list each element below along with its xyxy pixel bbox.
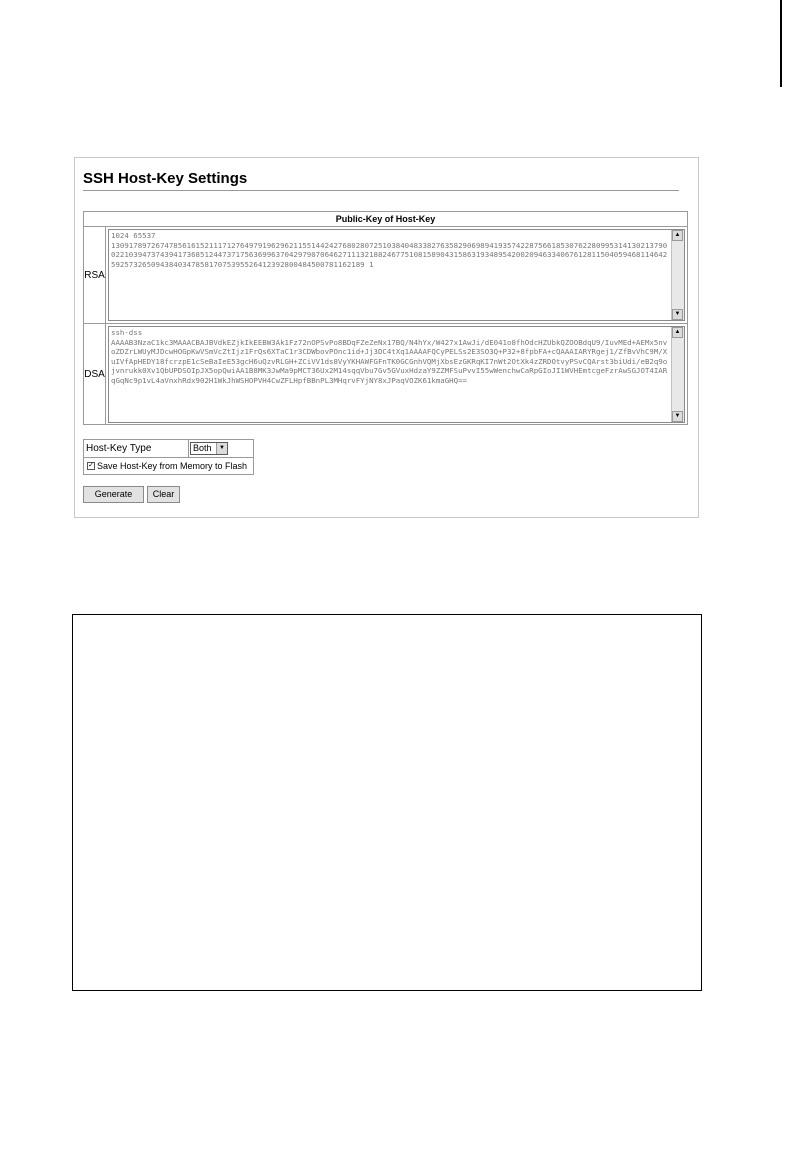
blank-frame (72, 614, 702, 991)
host-key-type-label: Host-Key Type (86, 443, 152, 454)
host-key-type-row (84, 440, 253, 458)
scroll-down-icon[interactable]: ▼ (672, 411, 683, 422)
scroll-down-icon[interactable]: ▼ (672, 309, 683, 320)
public-key-table-header: Public-Key of Host-Key (84, 212, 687, 227)
rsa-key-textarea[interactable] (108, 229, 685, 321)
ssh-host-key-settings-panel (74, 157, 699, 518)
rsa-key-text: 1024 65537 1309178972674785616152111712764979196296211551442427680280725103840483382763582906989419357422875661853076228099531413021379002210394737439417368512447371756369963704297907064627111321882467751081589043158631934895420020946334067612811504059468114642592573265094384034785817075395526412392800484500781162189 1 (111, 231, 668, 269)
save-to-flash-checkbox[interactable]: ✓ (88, 462, 94, 469)
page-title: SSH Host-Key Settings (83, 170, 248, 187)
page-margin-rule (780, 0, 782, 87)
host-key-type-value: Both (193, 443, 212, 453)
dsa-row (84, 324, 687, 425)
save-to-flash-row (84, 458, 253, 475)
public-key-table (83, 211, 688, 425)
title-divider (83, 190, 679, 191)
chevron-down-icon[interactable]: ▼ (216, 443, 227, 454)
rsa-scrollbar[interactable] (671, 230, 684, 320)
dsa-key-textarea[interactable] (108, 326, 685, 423)
options-divider (188, 440, 189, 457)
scroll-up-icon[interactable]: ▲ (672, 230, 683, 241)
dsa-key-text: ssh-dss AAAAB3NzaC1kc3MAAACBAJBVdkEZjkIkEEBW3Ak1Fz72nOPSvPo8BDqFZeZeNx17BQ/N4hYx/W427x1AwJi/dE041o8fhOdcHZUbkQZOOBdqU9/IuvMEd+AEMx5nvoZDZrLWUyMJDcwHOGpKwVSmVcZtIjz1FrQs6XTaC1r3CDWbovPOnc1id+Jj3DC4tXq1AAAAFQCyPELSs2E3SO3Q+P32+8fpbFA+cQAAAIARYRgej1/ZfBvVhC9M/XuIVfApHEDY18fcrzpE1cSeBaIeE53gcH6uQzvRLGH+ZCiVV1ds8VyYKHAWFGFnTK0GCGnhVQMjXbsEzGKRqKI7nWt2OtXk4zZRDOtvyPSvCQArst3biUdi/eB2q9ojvnrukk0Xv1QbUPDSOIpJX5opQwiAA1B8MK3JwMa9pMCT36Ux2M14sqqVbu7Gv5GVuxHdzaY9ZZMFSuPvvI55wWenchwCaRpGIoJI1WVHEmtcgeFzrAwSGJOT4IARqGqNc9p1vL4aVnxhRdx902H1WkJhWSHOPVH4CwZFLHpfBBnPL3MHqrvFYjNY8xJPaqVOZK61kmaGHQ== (111, 328, 668, 385)
generate-button[interactable]: Generate (83, 486, 144, 503)
dsa-label: DSA (84, 324, 106, 425)
rsa-label: RSA (84, 227, 106, 323)
rsa-row (84, 227, 687, 324)
host-key-options (83, 439, 254, 475)
clear-button[interactable]: Clear (147, 486, 180, 503)
save-to-flash-label: Save Host-Key from Memory to Flash (97, 461, 248, 471)
host-key-type-select[interactable] (190, 442, 228, 455)
dsa-scrollbar[interactable] (671, 327, 684, 422)
scroll-up-icon[interactable]: ▲ (672, 327, 683, 338)
